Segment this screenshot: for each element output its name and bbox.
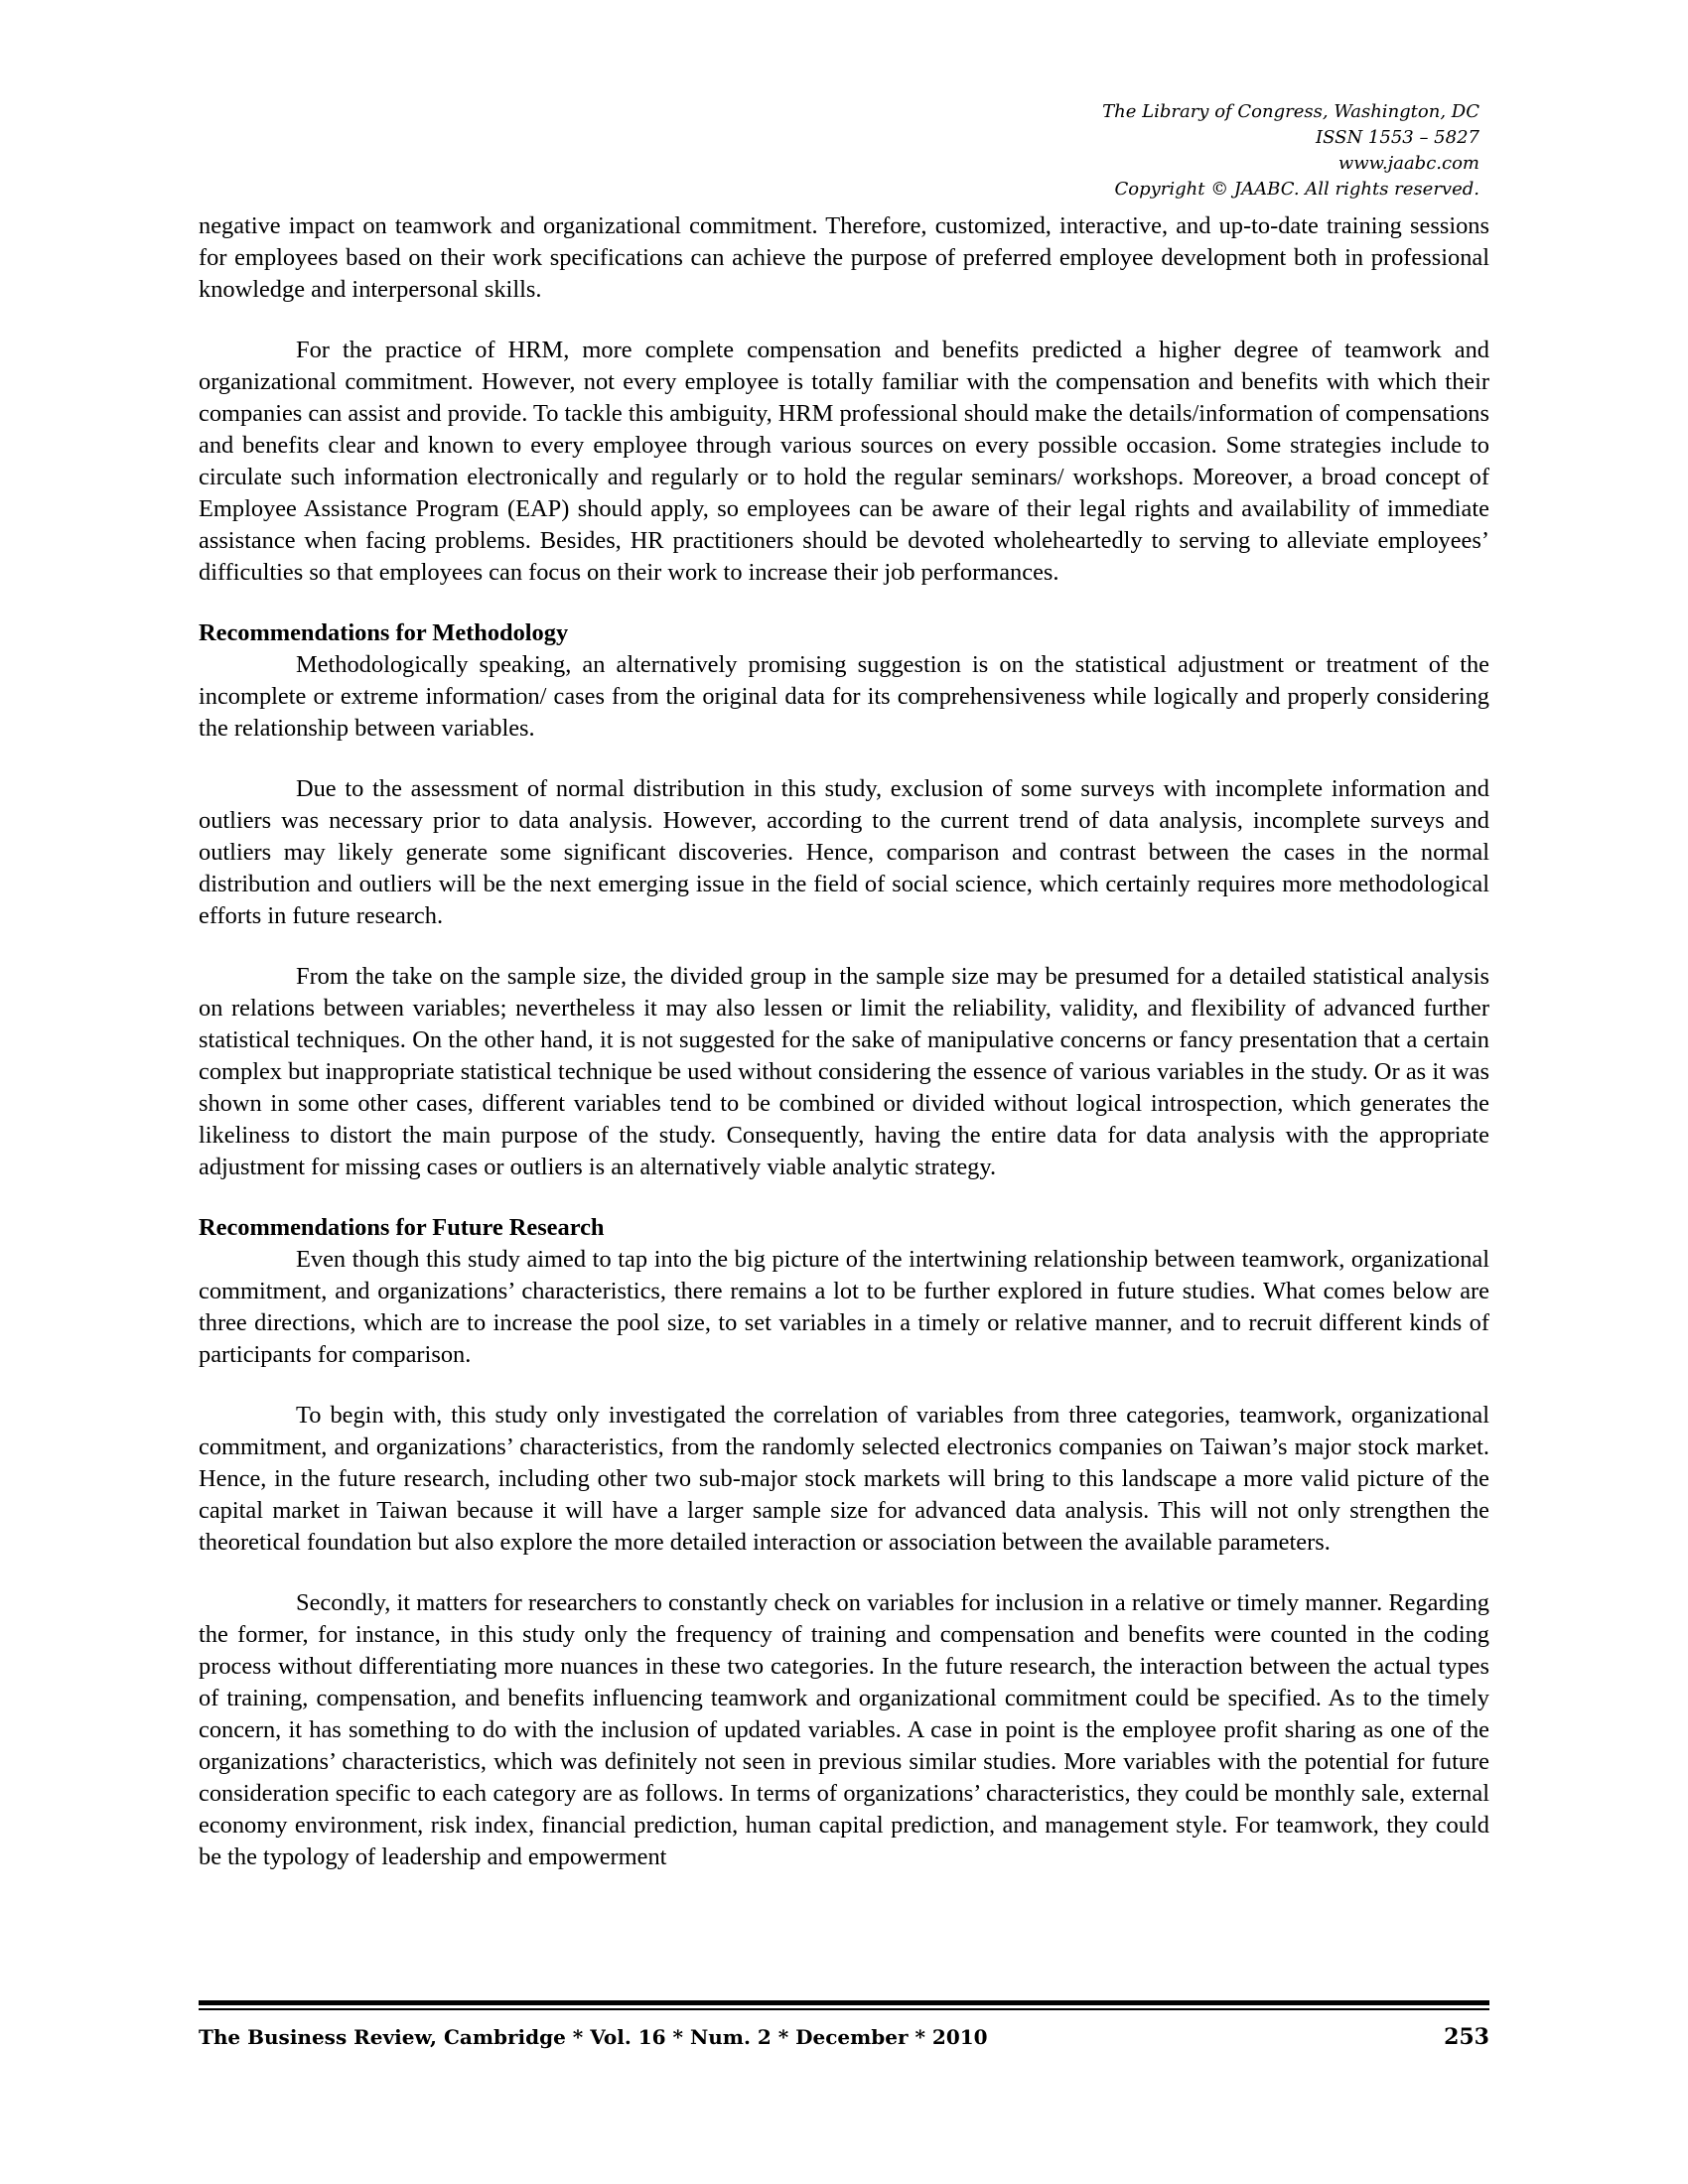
page-number: 253 — [1444, 2024, 1489, 2050]
header-copyright: Copyright © JAABC. All rights reserved. — [1114, 179, 1479, 200]
footer-journal-citation: The Business Review, Cambridge * Vol. 16 * Num. 2 * December * 2010 — [199, 2025, 988, 2049]
paragraph-methodology-intro: Methodologically speaking, an alternatively promising suggestion is on the statistical adjustment or treatment of the incomplete or extreme information/ cases from the original data for its comprehensiveness while logically and properly considering the relationship between variables. — [199, 651, 1489, 742]
paragraph-future-research-intro: Even though this study aimed to tap into the big picture of the intertwining relationship between teamwork, organizational commitment, and organizations’ characteristics, there remains a lot to be further explored in future studies. What comes below are three directions, which are to increase the pool size, to set variables in a timely or relative manner, and to recruit different kinds of participants for comparison. — [199, 1246, 1489, 1368]
section-heading-methodology: Recommendations for Methodology — [199, 619, 569, 646]
paragraph-normal-distribution: Due to the assessment of normal distribution in this study, exclusion of some surveys with incomplete information and outliers was necessary prior to data analysis. However, according to the current trend of data analysis, incomplete surveys and outliers may likely generate some significant discoveries. Hence, comparison and contrast between the cases in the normal distribution and outliers will be the next emerging issue in the field of social science, which certainly requires more methodological efforts in future research. — [199, 775, 1489, 929]
section-heading-future-research: Recommendations for Future Research — [199, 1214, 605, 1241]
running-header — [1102, 99, 1479, 203]
footer-rule-thick — [199, 2000, 1489, 2005]
footer-rule-thin — [199, 2008, 1489, 2010]
article-body — [199, 210, 1489, 1902]
paragraph-sample-size: From the take on the sample size, the divided group in the sample size may be presumed for a detailed statistical analysis on relations between variables; nevertheless it may also lessen or limit the reliability, validity, and flexibility of advanced further statistical techniques. On the other hand, it is not suggested for the sake of manipulative concerns or fancy presentation that a certain complex but inappropriate statistical technique be used without considering the essence of various variables in the study. Or as it was shown in some other cases, different variables tend to be combined or divided without logical introspection, which generates the likeliness to distort the main purpose of the study. Consequently, having the entire data for data analysis with the appropriate adjustment for missing cases or outliers is an alternatively viable analytic strategy. — [199, 963, 1489, 1180]
header-publisher: The Library of Congress, Washington, DC — [1102, 101, 1479, 122]
paragraph-continued: negative impact on teamwork and organizational commitment. Therefore, customized, interactive, and up-to-date training sessions for employees based on their work specifications can achieve the purpose of preferred employee development both in professional knowledge and interpersonal skills. — [199, 212, 1489, 303]
paragraph-variables: Secondly, it matters for researchers to constantly check on variables for inclusion in a relative or timely manner. Regarding the former, for instance, in this study only the frequency of training and compensation and benefits were counted in the coding process without differentiating more nuances in these two categories. In the future research, the interaction between the actual types of training, compensation, and benefits influencing teamwork and organizational commitment could be specified. As to the timely concern, it has something to do with the inclusion of updated variables. A case in point is the employee profit sharing as one of the organizations’ characteristics, which was definitely not seen in previous similar studies. More variables with the potential for future consideration specific to each category are as follows. In terms of organizations’ characteristics, they could be monthly sale, external economy environment, risk index, financial prediction, human capital prediction, and management style. For teamwork, they could be the typology of leadership and empowerment — [199, 1589, 1489, 1870]
paragraph-pool-size: To begin with, this study only investigated the correlation of variables from three categories, teamwork, organizational commitment, and organizations’ characteristics, from the randomly selected electronics companies on Taiwan’s major stock market. Hence, in the future research, including other two sub-major stock markets will bring to this landscape a more valid picture of the capital market in Taiwan because it will have a larger sample size for advanced data analysis. This will not only strengthen the theoretical foundation but also explore the more detailed interaction or association between the available parameters. — [199, 1402, 1489, 1556]
header-website: www.jaabc.com — [1337, 153, 1479, 174]
header-issn: ISSN 1553 – 5827 — [1316, 127, 1479, 148]
paragraph-hrm-practice: For the practice of HRM, more complete compensation and benefits predicted a higher degree of teamwork and organizational commitment. However, not every employee is totally familiar with the compensation and benefits with which their companies can assist and provide. To tackle this ambiguity, HRM professional should make the details/information of compensations and benefits clear and known to every employee through various sources on every possible occasion. Some strategies include to circulate such information electronically and regularly or to hold the regular seminars/ workshops. Moreover, a broad concept of Employee Assistance Program (EAP) should apply, so employees can be aware of their legal rights and availability of immediate assistance when facing problems. Besides, HR practitioners should be devoted wholeheartedly to serving to alleviate employees’ difficulties so that employees can focus on their work to increase their job performances. — [199, 337, 1489, 586]
